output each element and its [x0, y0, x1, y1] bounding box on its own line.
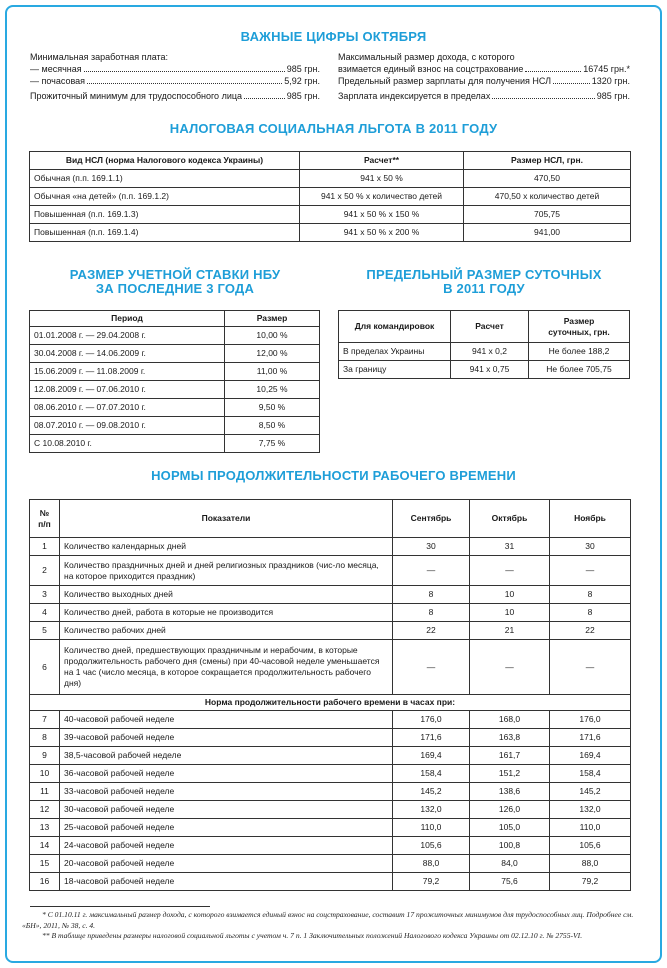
daily-cell: В пределах Украины	[339, 343, 451, 361]
nbu-cell: 12,00 %	[225, 345, 320, 363]
table-row	[30, 435, 320, 453]
footnote-rule	[30, 906, 210, 907]
norms-cell: 33-часовой рабочей неделе	[60, 783, 393, 801]
norms-cell: 10	[470, 586, 550, 604]
norms-cell: Количество рабочих дней	[60, 622, 393, 640]
nbu-title-line1: РАЗМЕР УЧЕТНОЙ СТАВКИ НБУ	[69, 267, 281, 282]
footnote-2: ** В таблице приведены размеры налоговой социальной льготы с учетом ч. 7 п. 1 Заключительных положений Налогового кодекса Украины от 02.12.10 г. № 2755-VI.	[42, 931, 583, 940]
norms-cell: 2	[30, 556, 60, 586]
table-row	[30, 399, 320, 417]
section-title-october: ВАЖНЫЕ ЦИФРЫ ОКТЯБРЯ	[240, 29, 427, 44]
norms-cell: 5	[30, 622, 60, 640]
table-row	[30, 783, 631, 801]
norms-cell: 8	[30, 729, 60, 747]
daily-header-trip: Для командировок	[339, 311, 451, 343]
norms-cell: —	[550, 640, 631, 695]
daily-cell: 941 х 0,75	[451, 361, 529, 379]
norms-cell: 79,2	[393, 873, 470, 891]
norms-cell: 10	[30, 765, 60, 783]
max-income-value: 16745 грн.*	[583, 64, 630, 74]
table-row	[30, 622, 631, 640]
table-row	[30, 538, 631, 556]
nsl-cell: 705,75	[464, 206, 631, 224]
norms-header-nov: Ноябрь	[550, 500, 631, 538]
norms-cell: Количество выходных дней	[60, 586, 393, 604]
nsl-cell: 941 х 50 % х количество детей	[300, 188, 464, 206]
table-row	[339, 343, 630, 361]
table-row	[30, 327, 320, 345]
norms-cell: 11	[30, 783, 60, 801]
norms-cell: 15	[30, 855, 60, 873]
norms-cell: 8	[393, 586, 470, 604]
subsistence-value: 985 грн.	[286, 91, 320, 101]
norms-cell: 176,0	[550, 711, 631, 729]
norms-cell: 176,0	[393, 711, 470, 729]
table-row	[30, 873, 631, 891]
nbu-cell: 08.07.2010 г. — 09.08.2010 г.	[30, 417, 225, 435]
norms-cell: 14	[30, 837, 60, 855]
daily-header-size	[529, 311, 630, 343]
nsl-cell: Обычная «на детей» (п.п. 169.1.2)	[30, 188, 300, 206]
nbu-cell: 08.06.2010 г. — 07.07.2010 г.	[30, 399, 225, 417]
norms-cell: 9	[30, 747, 60, 765]
norms-cell: 100,8	[470, 837, 550, 855]
norms-cell: 10	[470, 604, 550, 622]
table-row	[30, 417, 320, 435]
footnote-1: * С 01.10.11 г. максимальный размер дохода, с которого взимается единый взнос на соцстрахование, составит 17 прожиточных минимумов для трудоспособных лиц. Подробнее см. «БН», 2011, № 38, с. 4.	[22, 910, 634, 930]
daily-header-size-line2: суточных, грн.	[548, 326, 610, 337]
table-row	[30, 604, 631, 622]
nbu-cell: 01.01.2008 г. — 29.04.2008 г.	[30, 327, 225, 345]
norms-cell: 88,0	[550, 855, 631, 873]
table-row	[30, 586, 631, 604]
daily-title-line2: В 2011 ГОДУ	[443, 281, 525, 296]
nsl-header-kind: Вид НСЛ (норма Налогового кодекса Украины)	[30, 152, 300, 170]
norms-cell: 3	[30, 586, 60, 604]
nbu-cell: С 10.08.2010 г.	[30, 435, 225, 453]
norms-cell: 105,6	[393, 837, 470, 855]
norms-cell: 30-часовой рабочей неделе	[60, 801, 393, 819]
table-row	[30, 729, 631, 747]
table-row	[30, 381, 320, 399]
nsl-cell: 941,00	[464, 224, 631, 242]
norms-cell: 22	[550, 622, 631, 640]
norms-cell: 158,4	[393, 765, 470, 783]
monthly-wage-value: 985 грн.	[286, 64, 320, 74]
norms-cell: 39-часовой рабочей неделе	[60, 729, 393, 747]
daily-title-line1: ПРЕДЕЛЬНЫЙ РАЗМЕР СУТОЧНЫХ	[366, 267, 602, 282]
indexed-value: 985 грн.	[596, 91, 630, 101]
nsl-cell: 941 х 50 %	[300, 170, 464, 188]
indexed-label: Зарплата индексируется в пределах	[338, 91, 491, 101]
norms-cell: 16	[30, 873, 60, 891]
table-row	[30, 640, 631, 695]
norms-cell: 171,6	[393, 729, 470, 747]
norms-cell: 79,2	[550, 873, 631, 891]
nsl-limit-value: 1320 грн.	[591, 76, 630, 86]
norms-table-header	[30, 500, 631, 538]
norms-section-row	[30, 695, 631, 711]
norms-cell: 4	[30, 604, 60, 622]
hourly-wage-value: 5,92 грн.	[284, 76, 320, 86]
norms-cell: Количество календарных дней	[60, 538, 393, 556]
nbu-title-line2: ЗА ПОСЛЕДНИЕ 3 ГОДА	[95, 281, 255, 296]
norms-cell: 12	[30, 801, 60, 819]
norms-cell: 126,0	[470, 801, 550, 819]
norms-table	[29, 499, 631, 891]
norms-cell: 24-часовой рабочей неделе	[60, 837, 393, 855]
norms-cell: 105,6	[550, 837, 631, 855]
table-row	[30, 711, 631, 729]
nbu-cell: 7,75 %	[225, 435, 320, 453]
subsistence-row	[30, 91, 320, 102]
nbu-cell: 30.04.2008 г. — 14.06.2009 г.	[30, 345, 225, 363]
section-title-daily	[338, 268, 630, 296]
nsl-cell: 941 х 50 % х 150 %	[300, 206, 464, 224]
nsl-limit-row	[338, 76, 630, 87]
norms-cell: 31	[470, 538, 550, 556]
norms-cell: —	[393, 556, 470, 586]
daily-table	[338, 310, 630, 379]
nbu-table-header	[30, 311, 320, 327]
norms-cell: 30	[393, 538, 470, 556]
min-wage-label: Минимальная заработная плата:	[30, 52, 169, 62]
norms-cell: —	[470, 556, 550, 586]
norms-cell: 84,0	[470, 855, 550, 873]
table-row	[30, 855, 631, 873]
daily-header-calc: Расчет	[451, 311, 529, 343]
norms-header-num	[30, 500, 60, 538]
norms-cell: 40-часовой рабочей неделе	[60, 711, 393, 729]
nbu-header-period: Период	[30, 311, 225, 327]
nsl-cell: Обычная (п.п. 169.1.1)	[30, 170, 300, 188]
norms-header-num-line1: №	[39, 508, 50, 519]
norms-cell: Количество дней, работа в которые не производится	[60, 604, 393, 622]
norms-cell: 145,2	[550, 783, 631, 801]
norms-cell: 25-часовой рабочей неделе	[60, 819, 393, 837]
norms-cell: 18-часовой рабочей неделе	[60, 873, 393, 891]
norms-cell: 132,0	[550, 801, 631, 819]
norms-cell: Количество праздничных дней и дней религиозных праздников (чис-ло месяца, на которое приходится праздник)	[60, 556, 393, 586]
nbu-cell: 12.08.2009 г. — 07.06.2010 г.	[30, 381, 225, 399]
norms-cell: 163,8	[470, 729, 550, 747]
norms-cell: 110,0	[550, 819, 631, 837]
hourly-wage-label: — почасовая	[30, 76, 86, 86]
max-income-line1: Максимальный размер дохода, с которого	[338, 52, 515, 62]
norms-header-oct: Октябрь	[470, 500, 550, 538]
nsl-cell: Повышенная (п.п. 169.1.3)	[30, 206, 300, 224]
nsl-table	[29, 151, 631, 242]
max-income-line2: взимается единый взнос на соцстрахование	[338, 64, 524, 74]
norms-cell: 36-часовой рабочей неделе	[60, 765, 393, 783]
norms-cell: 88,0	[393, 855, 470, 873]
table-row	[30, 801, 631, 819]
daily-header-size-line1: Размер	[563, 316, 595, 327]
table-row	[30, 224, 631, 242]
section-title-nbu	[29, 268, 321, 296]
norms-cell: —	[550, 556, 631, 586]
nbu-cell: 10,00 %	[225, 327, 320, 345]
nsl-limit-label: Предельный размер зарплаты для получения НСЛ	[338, 76, 552, 86]
norms-cell: 8	[393, 604, 470, 622]
norms-header-indicators: Показатели	[60, 500, 393, 538]
norms-cell: 169,4	[550, 747, 631, 765]
norms-cell: 7	[30, 711, 60, 729]
norms-cell: 8	[550, 586, 631, 604]
nsl-cell: 941 х 50 % х 200 %	[300, 224, 464, 242]
norms-cell: 105,0	[470, 819, 550, 837]
table-row	[30, 819, 631, 837]
nsl-header-size: Размер НСЛ, грн.	[464, 152, 631, 170]
table-row	[30, 556, 631, 586]
norms-cell: 1	[30, 538, 60, 556]
monthly-wage-label: — месячная	[30, 64, 82, 74]
daily-cell: За границу	[339, 361, 451, 379]
daily-cell: 941 х 0,2	[451, 343, 529, 361]
norms-cell: 22	[393, 622, 470, 640]
daily-table-header	[339, 311, 630, 343]
norms-cell: 38,5-часовой рабочей неделе	[60, 747, 393, 765]
norms-cell: 138,6	[470, 783, 550, 801]
daily-cell: Не более 188,2	[529, 343, 630, 361]
norms-cell: Количество дней, предшествующих праздничным и нерабочим, в которые продолжительность рабочего дня (смены) при 40-часовой неделе уменьшается на 1 час (число месяца, в которое сокращается продолжительность рабочего дня)	[60, 640, 393, 695]
nbu-cell: 11,00 %	[225, 363, 320, 381]
nbu-cell: 9,50 %	[225, 399, 320, 417]
norms-cell: 30	[550, 538, 631, 556]
nsl-cell: 470,50	[464, 170, 631, 188]
norms-header-sep: Сентябрь	[393, 500, 470, 538]
norms-cell: 169,4	[393, 747, 470, 765]
norms-cell: 145,2	[393, 783, 470, 801]
table-row	[30, 170, 631, 188]
norms-cell: —	[470, 640, 550, 695]
norms-cell: 151,2	[470, 765, 550, 783]
nsl-cell: Повышенная (п.п. 169.1.4)	[30, 224, 300, 242]
nbu-cell: 15.06.2009 г. — 11.08.2009 г.	[30, 363, 225, 381]
daily-cell: Не более 705,75	[529, 361, 630, 379]
norms-cell: 158,4	[550, 765, 631, 783]
norms-cell: 161,7	[470, 747, 550, 765]
norms-cell: 6	[30, 640, 60, 695]
norms-section-label: Норма продолжительности рабочего времени в часах при:	[30, 695, 631, 711]
section-title-nsl: НАЛОГОВАЯ СОЦИАЛЬНАЯ ЛЬГОТА В 2011 ГОДУ	[169, 121, 498, 136]
nsl-table-header	[30, 152, 631, 170]
norms-cell: 110,0	[393, 819, 470, 837]
table-row	[30, 206, 631, 224]
norms-cell: 13	[30, 819, 60, 837]
norms-cell: 8	[550, 604, 631, 622]
table-row	[30, 837, 631, 855]
nbu-header-rate: Размер	[225, 311, 320, 327]
hourly-wage-row	[30, 76, 320, 87]
table-row	[30, 345, 320, 363]
nbu-table	[29, 310, 320, 453]
norms-header-num-line2: п/п	[38, 518, 51, 529]
nbu-cell: 10,25 %	[225, 381, 320, 399]
norms-cell: 20-часовой рабочей неделе	[60, 855, 393, 873]
indexed-row	[338, 91, 630, 102]
max-income-row	[338, 64, 630, 75]
nsl-header-calc: Расчет**	[300, 152, 464, 170]
table-row	[339, 361, 630, 379]
norms-cell: 21	[470, 622, 550, 640]
table-row	[30, 765, 631, 783]
norms-cell: —	[393, 640, 470, 695]
section-title-norms: НОРМЫ ПРОДОЛЖИТЕЛЬНОСТИ РАБОЧЕГО ВРЕМЕНИ	[151, 468, 516, 483]
monthly-wage-row	[30, 64, 320, 75]
table-row	[30, 363, 320, 381]
norms-cell: 75,6	[470, 873, 550, 891]
norms-cell: 168,0	[470, 711, 550, 729]
norms-cell: 132,0	[393, 801, 470, 819]
norms-cell: 171,6	[550, 729, 631, 747]
nbu-cell: 8,50 %	[225, 417, 320, 435]
footnotes	[22, 910, 642, 942]
table-row	[30, 188, 631, 206]
subsistence-label: Прожиточный минимум для трудоспособного лица	[30, 91, 243, 101]
nsl-cell: 470,50 х количество детей	[464, 188, 631, 206]
table-row	[30, 747, 631, 765]
